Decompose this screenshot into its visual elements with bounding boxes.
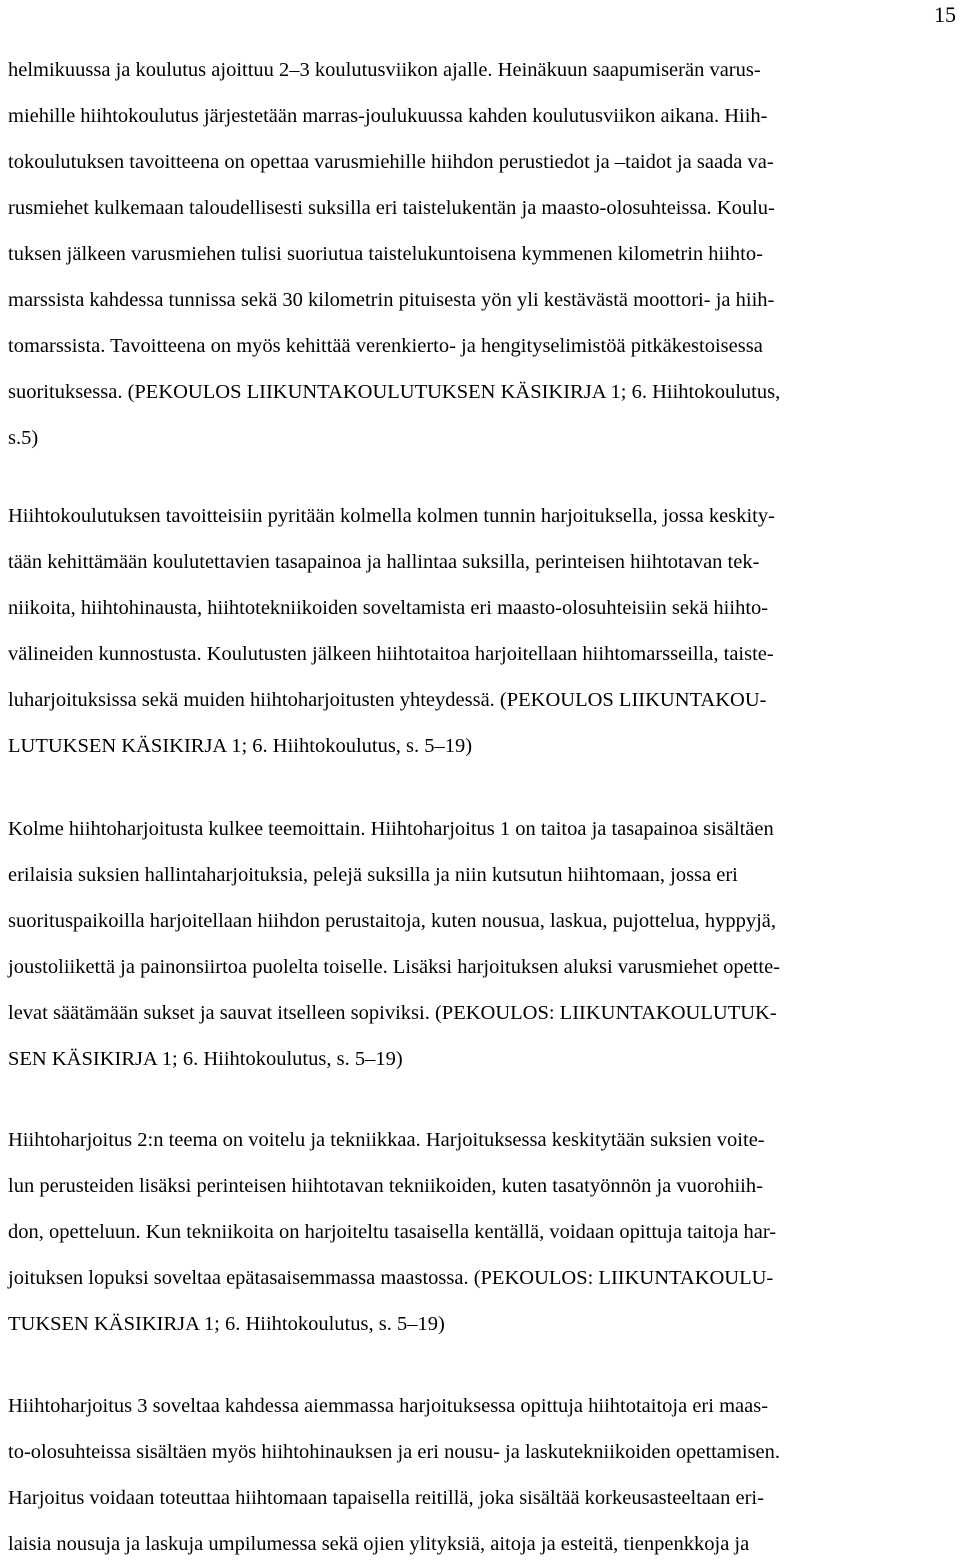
text-line: miehille hiihtokoulutus järjestetään marras-joulukuussa kahden koulutusviikon aikana. Hiih- — [8, 105, 768, 127]
text-line: suorituksessa. (PEKOULOS LIIKUNTAKOULUTUKSEN KÄSIKIRJA 1; 6. Hiihtokoulutus, — [8, 381, 781, 403]
text-line: niikoita, hiihtohinausta, hiihtotekniikoiden soveltamista eri maasto-olosuhteisiin sekä hiihto- — [8, 597, 769, 619]
text-line: erilaisia suksien hallintaharjoituksia, pelejä suksilla ja niin kutsutun hiihtomaan, jossa eri — [8, 864, 738, 886]
paragraph-exercise-1 — [8, 806, 952, 1082]
text-line: marssista kahdessa tunnissa sekä 30 kilometrin pituisesta yön yli kestävästä moottori- ja hiih- — [8, 289, 775, 311]
text-line: tuksen jälkeen varusmiehen tulisi suoriutua taistelukuntoisena kymmenen kilometrin hiihto- — [8, 243, 763, 265]
text-line: luharjoituksissa sekä muiden hiihtoharjoitusten yhteydessä. (PEKOULOS LIIKUNTAKOU- — [8, 689, 767, 711]
text-line: TUKSEN KÄSIKIRJA 1; 6. Hiihtokoulutus, s. 5–19) — [8, 1313, 445, 1335]
text-line: to-olosuhteissa sisältäen myös hiihtohinauksen ja eri nousu- ja laskutekniikoiden opettamisen. — [8, 1441, 781, 1463]
text-line: rusmiehet kulkemaan taloudellisesti suksilla eri taistelukentän ja maasto-olosuhteissa. Koulu- — [8, 197, 775, 219]
text-line: levat säätämään sukset ja sauvat itselleen sopiviksi. (PEKOULOS: LIIKUNTAKOULUTUK- — [8, 1002, 777, 1024]
text-line: LUTUKSEN KÄSIKIRJA 1; 6. Hiihtokoulutus, s. 5–19) — [8, 735, 473, 757]
paragraph-exercise-2 — [8, 1117, 952, 1347]
text-line: Harjoitus voidaan toteuttaa hiihtomaan tapaisella reitillä, joka sisältää korkeusasteeltaan eri- — [8, 1487, 764, 1509]
text-line: tokoulutuksen tavoitteena on opettaa varusmiehille hiihdon perustiedot ja –taidot ja saada va- — [8, 151, 774, 173]
text-line: laisia nousuja ja laskuja umpilumessa sekä ojien ylityksiä, aitoja ja esteitä, tienpenkkoja ja — [8, 1533, 750, 1555]
text-line: välineiden kunnostusta. Koulutusten jälkeen hiihtotaitoa harjoitellaan hiihtomarsseilla, taiste- — [8, 643, 774, 665]
text-line: Hiihtoharjoitus 3 soveltaa kahdessa aiemmassa harjoituksessa opittuja hiihtotaitoja eri maas- — [8, 1395, 769, 1417]
text-line: Hiihtoharjoitus 2:n teema on voitelu ja tekniikkaa. Harjoituksessa keskitytään suksien voite- — [8, 1129, 765, 1151]
text-line: Hiihtokoulutuksen tavoitteisiin pyritään kolmella kolmen tunnin harjoituksella, jossa keskity- — [8, 505, 775, 527]
paragraph-exercise-3 — [8, 1383, 952, 1567]
text-line: joustoliikettä ja painonsiirtoa puolelta toiselle. Lisäksi harjoituksen aluksi varusmiehet opette- — [8, 956, 780, 978]
text-line: s.5) — [8, 427, 39, 449]
text-line: tään kehittämään koulutettavien tasapainoa ja hallintaa suksilla, perinteisen hiihtotavan tek- — [8, 551, 760, 573]
text-line: tomarssista. Tavoitteena on myös kehittää verenkierto- ja hengityselimistöä pitkäkestoisessa — [8, 335, 763, 357]
paragraph-ski-training-goals — [8, 47, 952, 461]
text-line: SEN KÄSIKIRJA 1; 6. Hiihtokoulutus, s. 5–19) — [8, 1048, 403, 1070]
text-line: Kolme hiihtoharjoitusta kulkee teemoittain. Hiihtoharjoitus 1 on taitoa ja tasapainoa sisältäen — [8, 818, 774, 840]
paragraph-three-sessions — [8, 493, 952, 769]
page-number: 15 — [934, 2, 956, 27]
text-line: helmikuussa ja koulutus ajoittuu 2–3 koulutusviikon ajalle. Heinäkuun saapumiserän varus- — [8, 59, 761, 81]
text-line: lun perusteiden lisäksi perinteisen hiihtotavan tekniikoiden, kuten tasatyönnön ja vuorohiih- — [8, 1175, 763, 1197]
text-line: don, opetteluun. Kun tekniikoita on harjoiteltu tasaisella kentällä, voidaan opittuja taitoja har- — [8, 1221, 777, 1243]
text-line: suorituspaikoilla harjoitellaan hiihdon perustaitoja, kuten nousua, laskua, pujottelua, hyppyjä, — [8, 910, 777, 932]
text-line: joituksen lopuksi soveltaa epätasaisemmassa maastossa. (PEKOULOS: LIIKUNTAKOULU- — [8, 1267, 774, 1289]
